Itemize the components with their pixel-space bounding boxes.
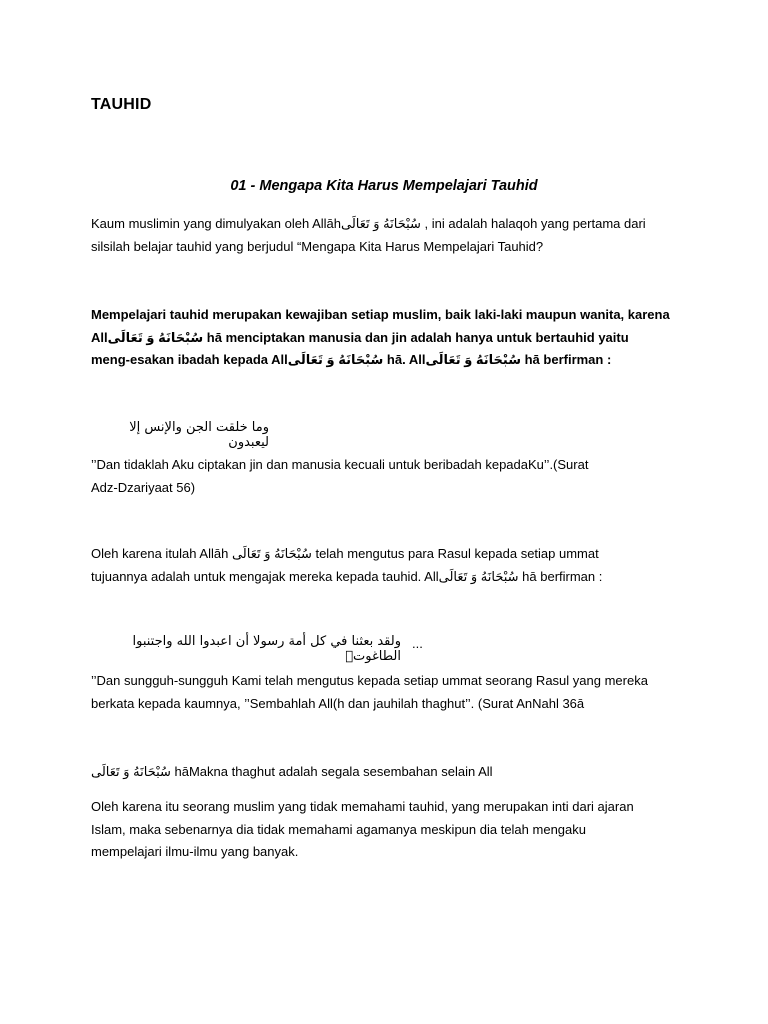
paragraph-line: Allسُبْحَانَهُ وَ تَعَالَى hā menciptakan manusia dan jin adalah hanya untuk bertauhid yaitu [91, 329, 629, 345]
paragraph-line: mempelajari ilmu-ilmu yang banyak. [91, 844, 299, 859]
paragraph-line: ’’Dan tidaklah Aku ciptakan jin dan manusia kecuali untuk beribadah kepadaKu’’.(Surat [91, 457, 589, 472]
paragraph-line: Kaum muslimin yang dimulyakan oleh Allāhسُبْحَانَهُ وَ تَعَالَى , ini adalah halaqoh yang pertama dari [91, 216, 646, 231]
paragraph-line: Mempelajari tauhid merupakan kewajiban setiap muslim, baik laki-laki maupun wanita, karena [91, 307, 670, 322]
paragraph-line: silsilah belajar tauhid yang berjudul “Mengapa Kita Harus Mempelajari Tauhid? [91, 238, 544, 254]
verse-continuation: ... [412, 636, 423, 651]
paragraph-intro [91, 213, 691, 258]
arabic-verse-2: ولقد بعثنا في كل أمة رسولا أن اعبدوا الله واجتنبوا الطاغوتۚ [132, 634, 401, 664]
paragraph-thaghut [91, 761, 691, 784]
paragraph-line: سُبْحَانَهُ وَ تَعَالَى hāMakna thaghut adalah segala sesembahan selain All [91, 764, 493, 779]
paragraph-obligation [91, 304, 691, 372]
paragraph-rasul [91, 543, 691, 588]
paragraph-line: meng-esakan ibadah kepada Allسُبْحَانَهُ وَ تَعَالَى hā. Allسُبْحَانَهُ وَ تَعَالَى hā berfirman : [91, 352, 612, 367]
paragraph-line: Oleh karena itu seorang muslim yang tidak memahami tauhid, yang merupakan inti dari ajaran [91, 799, 634, 814]
paragraph-line: Adz-Dzariyaat 56) [91, 479, 196, 495]
document-title: TAUHID [91, 96, 152, 113]
arabic-verse-1: وما خلقت الجن والإنس إلا ليعبدون [129, 420, 269, 450]
paragraph-line: berkata kepada kaumnya, ’’Sembahlah All(h dan jauhilah thaghut’’. (Surat AnNahl 36ā [91, 695, 585, 711]
paragraph-line: tujuannya adalah untuk mengajak mereka kepada tauhid. Allسُبْحَانَهُ وَ تَعَالَى hā berfirman : [91, 568, 603, 584]
paragraph-line: ’’Dan sungguh-sungguh Kami telah mengutus kepada setiap ummat seorang Rasul yang mereka [91, 673, 648, 688]
paragraph-conclusion [91, 796, 691, 864]
paragraph-line: Oleh karena itulah Allāh سُبْحَانَهُ وَ تَعَالَى telah mengutus para Rasul kepada setiap ummat [91, 546, 599, 561]
lesson-heading: 01 - Mengapa Kita Harus Mempelajari Tauhid [230, 178, 538, 194]
paragraph-line: Islam, maka sebenarnya dia tidak memahami agamanya meskipun dia telah mengaku [91, 821, 586, 837]
verse-translation-1 [91, 454, 691, 499]
verse-translation-2 [91, 670, 691, 715]
